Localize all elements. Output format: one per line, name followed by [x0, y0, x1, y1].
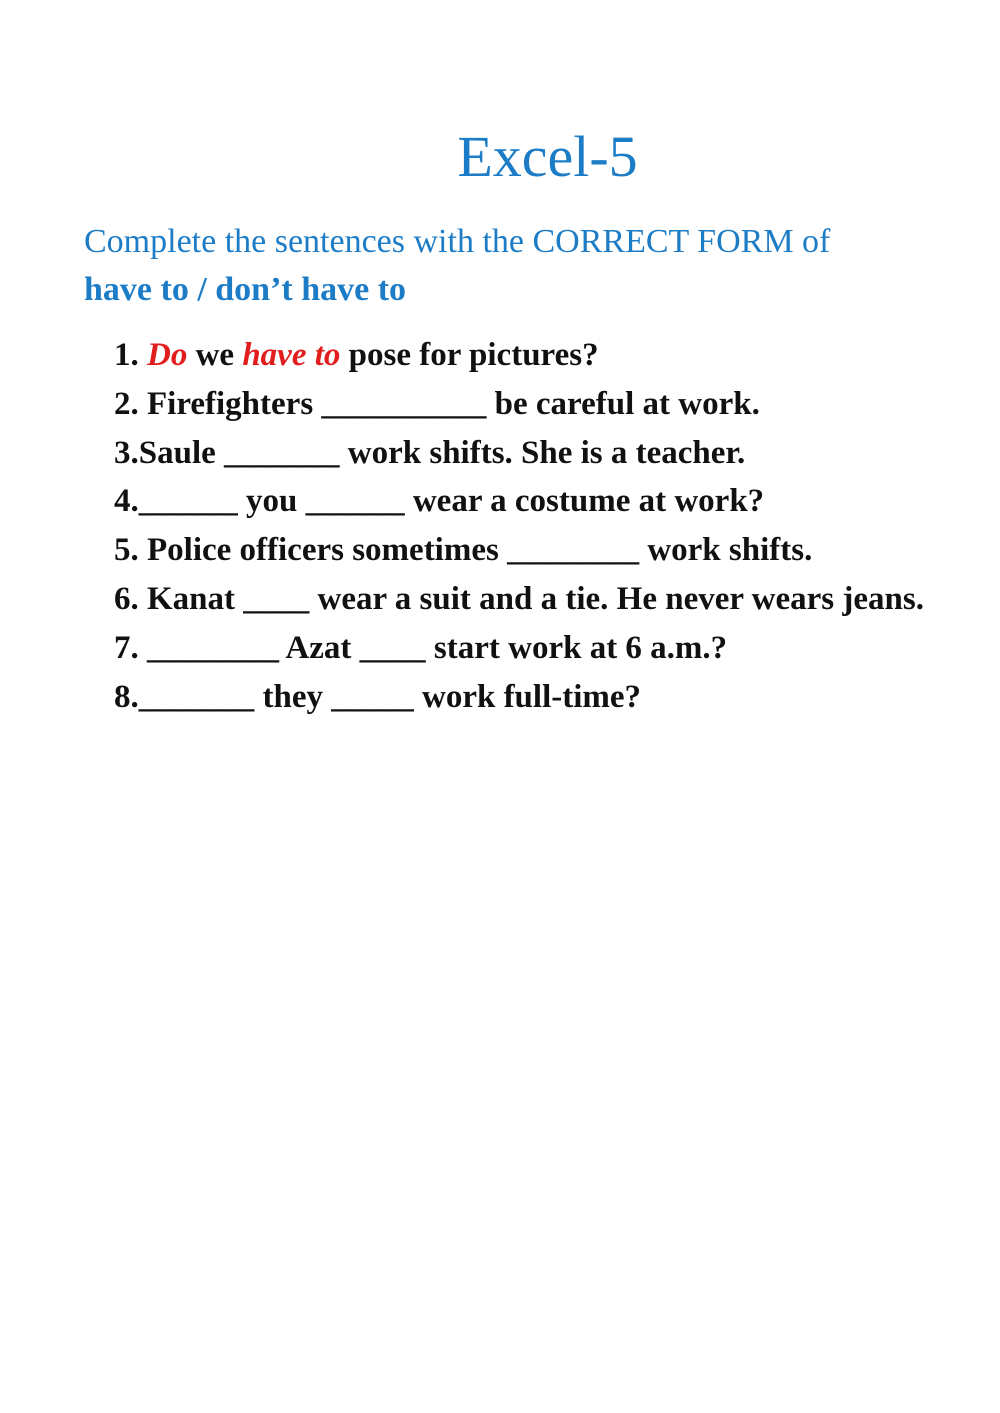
exercise-item-1	[114, 331, 954, 380]
exercise-list	[114, 331, 954, 721]
worksheet-title: Excel-5	[457, 124, 638, 189]
example-answer-do: Do	[147, 337, 188, 373]
exercise-item-8: 8._______ they _____ work full-time?	[114, 678, 642, 715]
instruction-line-2: have to / don’t have to	[84, 271, 407, 308]
instruction	[84, 218, 964, 314]
exercise-item-4: 4.______ you ______ wear a costume at work?	[114, 483, 765, 520]
exercise-item-6: 6. Kanat ____ wear a suit and a tie. He never wears jeans.	[114, 580, 924, 617]
instruction-line-1: Complete the sentences with the CORRECT FORM of	[84, 223, 831, 260]
exercise-item-7: 7. ________ Azat ____ start work at 6 a.m.?	[114, 629, 728, 666]
exercise-number: 1.	[114, 337, 139, 373]
exercise-item-2: 2. Firefighters __________ be careful at work.	[114, 385, 760, 422]
exercise-item-5: 5. Police officers sometimes ________ work shifts.	[114, 532, 813, 569]
exercise-text: pose for pictures?	[340, 337, 599, 373]
example-answer-have-to: have to	[242, 337, 341, 373]
exercise-item-3: 3.Saule _______ work shifts. She is a teacher.	[114, 434, 746, 471]
exercise-text: we	[187, 337, 243, 373]
